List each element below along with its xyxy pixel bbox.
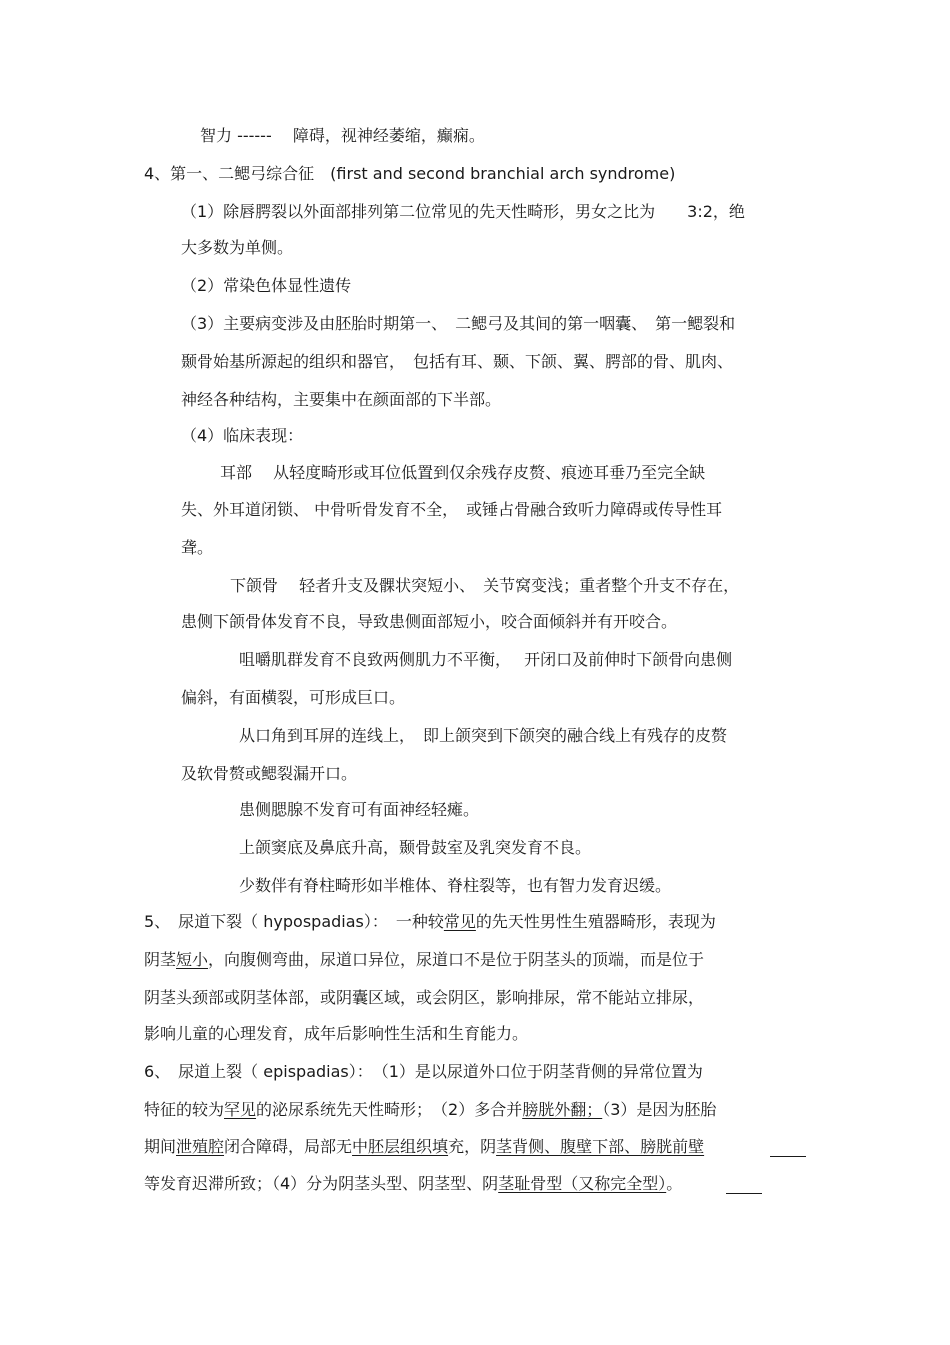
text-line: 阴茎头颈部或阴茎体部，或阴囊区域，或会阴区，影响排尿，常不能站立排尿，	[144, 988, 705, 1007]
text-line: 咀嚼肌群发育不良致两侧肌力不平衡， 开闭口及前伸时下颌骨向患侧	[239, 650, 733, 669]
text-line: 下颌骨 轻者升支及髁状突短小、 关节窝变浅；重者整个升支不存在，	[230, 576, 740, 595]
text-run: 。	[666, 1174, 683, 1193]
underlined-term: 短小	[176, 950, 209, 969]
text-run: 的先天性男性生殖器畸形，表现为	[475, 912, 716, 931]
text-run: 闭合障碍，局部无	[224, 1137, 353, 1156]
text-line: 智力 ------ 障碍，视神经萎缩，癫痫。	[200, 126, 485, 145]
underlined-term: 茎耻骨型（又称完全型）	[498, 1174, 667, 1193]
text-run: 阴茎	[144, 950, 177, 969]
text-line: 耳部 从轻度畸形或耳位低置到仅余残存皮赘、痕迹耳垂乃至完全缺	[220, 463, 706, 482]
underlined-term: 泄殖腔	[176, 1137, 225, 1156]
text-line: 患侧腮腺不发育可有面神经轻瘫。	[239, 800, 480, 819]
underlined-term: 膀胱外翻；	[522, 1100, 603, 1119]
text-line: （3）主要病变涉及由胚胎时期第一、 二鳃弓及其间的第一咽囊、 第一鳃裂和	[181, 314, 736, 333]
text-run: 充，阴	[448, 1137, 497, 1156]
text-line: （4）临床表现：	[181, 426, 304, 445]
section-heading-5	[144, 912, 716, 932]
underline-rule	[770, 1156, 806, 1157]
underline-rule	[726, 1193, 762, 1194]
text-line: 影响儿童的心理发育，成年后影响性生活和生育能力。	[144, 1024, 529, 1043]
section-heading-4: 4、第一、二鳃弓综合征 (first and second branchial arch syndrome)	[144, 164, 676, 183]
text-line: 偏斜，有面横裂，可形成巨口。	[181, 688, 406, 707]
text-line	[144, 1137, 704, 1157]
text-line: 从口角到耳屏的连线上， 即上颌突到下颌突的融合线上有残存的皮赘	[239, 726, 728, 745]
text-line: （2）常染色体显性遗传	[181, 276, 352, 295]
underlined-term: 茎背侧、腹壁下部、膀胱前壁	[496, 1137, 705, 1156]
text-line: 失、外耳道闭锁、 中骨听骨发育不全， 或锤占骨融合致听力障碍或传导性耳	[181, 500, 723, 519]
text-line: 少数伴有脊柱畸形如半椎体、脊柱裂等，也有智力发育迟缓。	[239, 876, 672, 895]
text-line: 大多数为单侧。	[181, 238, 294, 257]
text-line: 上颌窦底及鼻底升高，颞骨鼓室及乳突发育不良。	[239, 838, 592, 857]
text-line: 患侧下颌骨体发育不良，导致患侧面部短小，咬合面倾斜并有开咬合。	[181, 612, 678, 631]
text-run: 5、 尿道下裂（ hypospadias）： 一种较	[144, 912, 444, 931]
text-line: 神经各种结构，主要集中在颜面部的下半部。	[181, 390, 502, 409]
text-run: 特征的较为	[144, 1100, 225, 1119]
underlined-term: 常见	[443, 912, 476, 931]
text-run: 的泌尿系统先天性畸形； （2）多合并	[256, 1100, 523, 1119]
text-run: ，向腹侧弯曲，尿道口异位，尿道口不是位于阴茎头的顶端，而是位于	[208, 950, 705, 969]
text-line: 颞骨始基所源起的组织和器官， 包括有耳、颞、下颌、翼、腭部的骨、肌肉、	[181, 352, 734, 371]
section-heading-6: 6、 尿道上裂（ epispadias）： （1）是以尿道外口位于阴茎背侧的异常位置为	[144, 1062, 703, 1081]
text-run: 期间	[144, 1137, 177, 1156]
text-line	[144, 1174, 682, 1194]
text-line: 及软骨赘或鳃裂漏开口。	[181, 764, 358, 783]
underlined-term: 中胚层组织填	[352, 1137, 449, 1156]
text-line: 聋。	[181, 538, 214, 557]
underlined-term: 罕见	[224, 1100, 257, 1119]
text-line	[144, 1100, 716, 1120]
text-run: （3）是因为胚胎	[602, 1100, 717, 1119]
text-line	[144, 950, 704, 970]
text-line: （1）除唇腭裂以外面部排列第二位常见的先天性畸形，男女之比为 3:2，绝	[181, 202, 745, 221]
text-run: 等发育迟滞所致；（4）分为阴茎头型、阴茎型、阴	[144, 1174, 499, 1193]
